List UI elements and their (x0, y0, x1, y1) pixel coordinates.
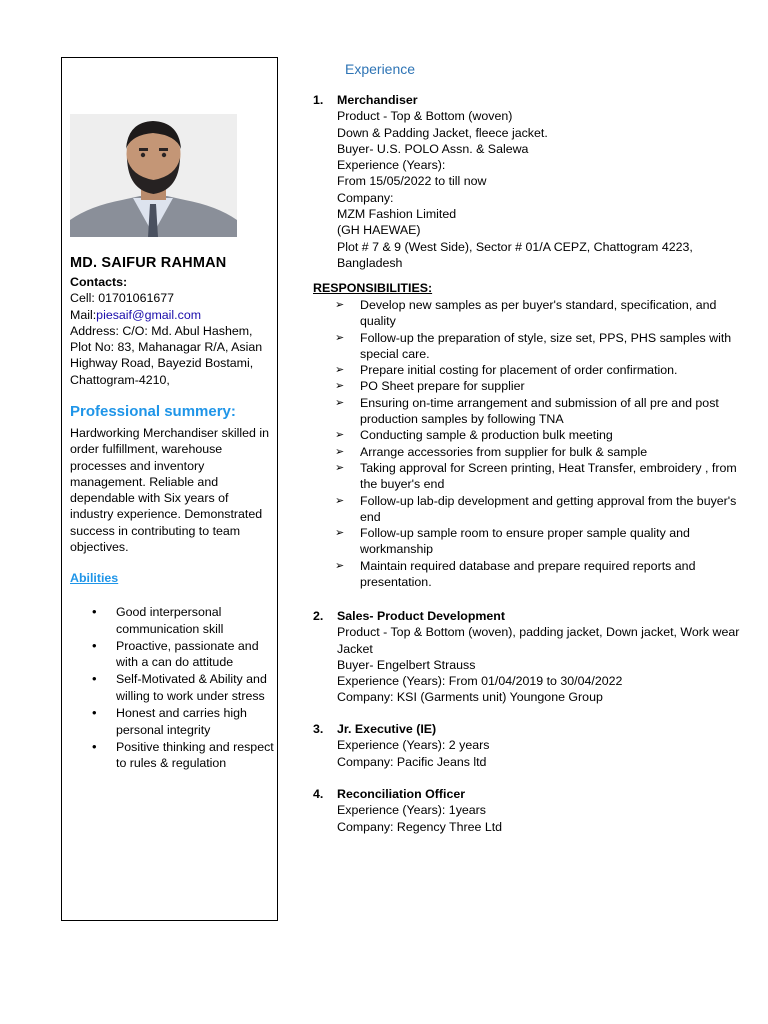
abilities-list (86, 604, 274, 772)
responsibility-item: ➢ Arrange accessories from supplier for bulk & sample (313, 444, 753, 460)
job-title: Jr. Executive (IE) (337, 722, 437, 736)
ability-item: • Honest and carries high personal integrity (86, 705, 274, 738)
job-line: Experience (Years): 1years (337, 803, 486, 818)
job-line: Company: Pacific Jeans ltd (337, 754, 487, 769)
job-line: Company: (337, 190, 394, 205)
job-line: Product - Top & Bottom (woven) (337, 109, 513, 124)
responsibility-item: ➢ Follow-up sample room to ensure proper sample quality and workmanship (313, 525, 753, 558)
responsibility-item: ➢ Follow-up the preparation of style, size set, PPS, PHS samples with special care. (313, 330, 753, 363)
job-line: Company: KSI (Garments unit) Youngone Group (337, 690, 603, 705)
responsibility-item: ➢ PO Sheet prepare for supplier (313, 378, 753, 394)
contacts-block (70, 274, 275, 388)
profile-photo (70, 114, 237, 237)
job-title: Reconciliation Officer (337, 787, 466, 801)
email-link[interactable]: piesaif@gmail.com (96, 307, 202, 322)
experience-heading: Experience (345, 61, 416, 77)
job-line: Buyer- U.S. POLO Assn. & Salewa (337, 141, 529, 156)
candidate-name: MD. SAIFUR RAHMAN (70, 255, 227, 271)
responsibility-item: ➢ Prepare initial costing for placement of order confirmation. (313, 362, 753, 378)
profile-photo-image (70, 114, 237, 237)
job-line: Down & Padding Jacket, fleece jacket. (337, 125, 548, 140)
summary-heading: Professional summery: (70, 403, 236, 420)
ability-item: • Proactive, passionate and with a can do attitude (86, 638, 274, 671)
job-line: From 15/05/2022 to till now (337, 174, 487, 189)
job-title: Merchandiser (337, 93, 418, 107)
job-line: Product - Top & Bottom (woven), padding jacket, Down jacket, Work wear Jacket (337, 625, 740, 656)
job-line: Company: Regency Three Ltd (337, 819, 503, 834)
mail-label: Mail: (70, 307, 97, 322)
cell-number: Cell: 01701061677 (70, 291, 175, 306)
mail-line (70, 307, 275, 323)
job-entry-jr-executive (313, 721, 753, 770)
job-line: Experience (Years): (337, 158, 446, 173)
responsibilities-heading: RESPONSIBILITIES: (313, 281, 433, 295)
responsibility-item: ➢ Maintain required database and prepare required reports and presentation. (313, 558, 753, 591)
summary-text: Hardworking Merchandiser skilled in order fulfillment, warehouse processes and inventory management. Reliable and dependable with Six years of industry experience. Demonstrated success in contributing to team objectives. (70, 426, 270, 555)
responsibility-item: ➢ Conducting sample & production bulk meeting (313, 427, 753, 443)
ability-item: • Positive thinking and respect to rules & regulation (86, 739, 274, 772)
job-title: Sales- Product Development (337, 609, 506, 623)
responsibility-item: ➢ Taking approval for Screen printing, Heat Transfer, embroidery , from the buyer's end (313, 460, 753, 493)
responsibility-item: ➢ Ensuring on-time arrangement and submission of all pre and post production samples by following TNA (313, 395, 753, 428)
job-line: MZM Fashion Limited (337, 207, 457, 222)
job-number: 4. (313, 787, 324, 801)
job-line: Experience (Years): From 01/04/2019 to 30/04/2022 (337, 674, 623, 689)
responsibilities-list (313, 297, 753, 590)
job-entry-merchandiser (313, 92, 753, 271)
job-entry-reconciliation-officer (313, 786, 753, 835)
job-line: Plot # 7 & 9 (West Side), Sector # 01/A CEPZ, Chattogram 4223, Bangladesh (337, 239, 693, 270)
ability-item: • Good interpersonal communication skill (86, 604, 274, 637)
job-number: 2. (313, 609, 324, 623)
job-line: (GH HAEWAE) (337, 223, 421, 238)
contacts-label: Contacts: (70, 275, 128, 289)
responsibility-item: ➢ Follow-up lab-dip development and getting approval from the buyer's end (313, 493, 753, 526)
sidebar-panel (61, 57, 278, 921)
abilities-heading: Abilities (70, 571, 119, 585)
job-line: Buyer- Engelbert Strauss (337, 657, 476, 672)
job-entry-sales-product-development (313, 608, 753, 706)
job-line: Experience (Years): 2 years (337, 738, 490, 753)
job-number: 1. (313, 93, 324, 107)
responsibility-item: ➢ Develop new samples as per buyer's standard, specification, and quality (313, 297, 753, 330)
ability-item: • Self-Motivated & Ability and willing to work under stress (86, 671, 274, 704)
address: Address: C/O: Md. Abul Hashem, Plot No: 83, Mahanagar R/A, Asian Highway Road, Bayezid Bostami, Chattogram-4210, (70, 323, 263, 387)
job-number: 3. (313, 722, 324, 736)
